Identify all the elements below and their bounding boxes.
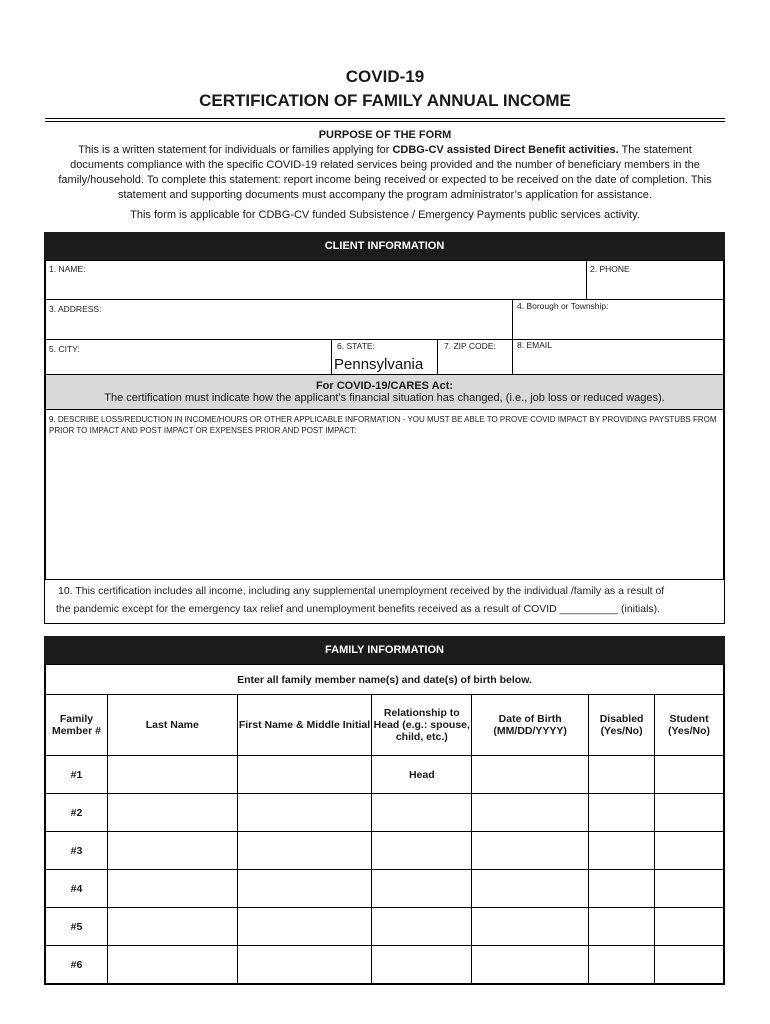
state-field[interactable] (331, 339, 438, 375)
student-cell[interactable] (655, 870, 724, 908)
dob-cell[interactable] (472, 908, 589, 946)
certification-line1: 10. This certification includes all income, including any supplemental unemployment received by the individual /family as a result of (58, 585, 665, 597)
table-row (46, 870, 724, 908)
last-name-cell[interactable] (107, 832, 237, 870)
disabled-cell[interactable] (589, 832, 655, 870)
state-label: 6. STATE: (337, 341, 375, 351)
cares-act-notice (45, 374, 724, 410)
form-title-covid: COVID-19 (345, 67, 425, 86)
col-family-member: Family Member # (46, 695, 108, 756)
member-number: #4 (46, 870, 108, 908)
member-number: #3 (46, 832, 108, 870)
purpose-heading: PURPOSE OF THE FORM (318, 129, 452, 141)
dob-cell[interactable] (472, 870, 589, 908)
dob-cell[interactable] (472, 946, 589, 984)
city-field[interactable] (45, 339, 332, 375)
name-label: 1. NAME: (49, 264, 86, 274)
table-row (46, 946, 724, 984)
name-field[interactable] (45, 260, 587, 300)
relationship-cell[interactable]: Head (372, 756, 472, 794)
member-number: #5 (46, 908, 108, 946)
borough-label: 4. Borough or Township: (517, 301, 609, 311)
city-label: 5. CITY: (49, 344, 80, 354)
family-table-header-row (46, 695, 724, 756)
member-number: #6 (46, 946, 108, 984)
family-info-header: FAMILY INFORMATION (44, 636, 725, 664)
student-cell[interactable] (655, 946, 724, 984)
purpose-text: This is a written statement for individuals or families applying for CDBG-CV assisted Direct Benefit activities. The statement documents compliance with the specific COVID-19 related services being provided and the number of beneficiary members in the family/household. To complete this statement: report income being received or expected to be received on the date of completion. This statement and supporting documents must accompany the program administrator’s application for assistance. (58, 144, 712, 201)
col-date-of-birth: Date of Birth (MM/DD/YYYY) (472, 695, 589, 756)
family-table (45, 694, 724, 984)
disabled-cell[interactable] (589, 946, 655, 984)
relationship-cell[interactable] (372, 946, 472, 984)
describe-loss-label: 9. DESCRIBE LOSS/REDUCTION IN INCOME/HOURS OR OTHER APPLICABLE INFORMATION - YOU MUST BE ABLE TO PROVE COVID IMPACT BY PROVIDING PAYSTUBS FROM PRIOR TO IMPACT AND POST IMPACT OR EXPENSES PRIOR AND POST IMPACT: (49, 415, 717, 435)
table-row (46, 794, 724, 832)
col-disabled: Disabled (Yes/No) (589, 695, 655, 756)
disabled-cell[interactable] (589, 908, 655, 946)
student-cell[interactable] (655, 832, 724, 870)
email-label: 8. EMAIL (517, 340, 552, 350)
title-rule-top (45, 118, 725, 119)
relationship-cell[interactable] (372, 832, 472, 870)
table-row (46, 756, 724, 794)
family-instruction: Enter all family member name(s) and date(s) of birth below. (45, 664, 724, 695)
last-name-cell[interactable] (107, 946, 237, 984)
last-name-cell[interactable] (107, 756, 237, 794)
last-name-cell[interactable] (107, 908, 237, 946)
disabled-cell[interactable] (589, 756, 655, 794)
dob-cell[interactable] (472, 794, 589, 832)
describe-loss-field[interactable] (45, 409, 724, 580)
student-cell[interactable] (655, 908, 724, 946)
last-name-cell[interactable] (107, 870, 237, 908)
borough-field[interactable] (512, 299, 724, 340)
phone-field[interactable] (586, 260, 724, 300)
phone-label: 2. PHONE (590, 264, 630, 274)
state-value: Pennsylvania (334, 356, 424, 373)
col-student: Student (Yes/No) (655, 695, 724, 756)
cares-text: The certification must indicate how the applicant’s financial situation has changed, (i.e., job loss or reduced wages). (104, 392, 665, 404)
first-name-cell[interactable] (237, 794, 372, 832)
table-row (46, 832, 724, 870)
disabled-cell[interactable] (589, 870, 655, 908)
relationship-cell[interactable] (372, 870, 472, 908)
first-name-cell[interactable] (237, 832, 372, 870)
col-last-name: Last Name (107, 695, 237, 756)
address-field[interactable] (45, 299, 513, 340)
address-label: 3. ADDRESS: (49, 304, 102, 314)
member-number: #2 (46, 794, 108, 832)
first-name-cell[interactable] (237, 946, 372, 984)
relationship-cell[interactable] (372, 794, 472, 832)
last-name-cell[interactable] (107, 794, 237, 832)
applicability-note: This form is applicable for CDBG-CV funded Subsistence / Emergency Payments public services activity. (130, 209, 640, 221)
email-field[interactable] (512, 339, 724, 375)
title-rule-bottom (45, 121, 725, 122)
student-cell[interactable] (655, 794, 724, 832)
table-row (46, 908, 724, 946)
col-relationship: Relationship to Head (e.g.: spouse, child, etc.) (372, 695, 472, 756)
certification-line2: the pandemic except for the emergency tax relief and unemployment benefits received as a result of COVID __________ (initials). (56, 603, 661, 615)
dob-cell[interactable] (472, 756, 589, 794)
dob-cell[interactable] (472, 832, 589, 870)
first-name-cell[interactable] (237, 908, 372, 946)
relationship-cell[interactable] (372, 908, 472, 946)
col-first-name: First Name & Middle Initial (237, 695, 372, 756)
first-name-cell[interactable] (237, 756, 372, 794)
zip-field[interactable] (437, 339, 513, 375)
cares-heading: For COVID-19/CARES Act: (315, 380, 454, 392)
disabled-cell[interactable] (589, 794, 655, 832)
form-title: CERTIFICATION OF FAMILY ANNUAL INCOME (199, 91, 571, 110)
student-cell[interactable] (655, 756, 724, 794)
zip-label: 7. ZIP CODE: (444, 341, 496, 351)
client-info-header: CLIENT INFORMATION (44, 232, 725, 260)
first-name-cell[interactable] (237, 870, 372, 908)
member-number: #1 (46, 756, 108, 794)
